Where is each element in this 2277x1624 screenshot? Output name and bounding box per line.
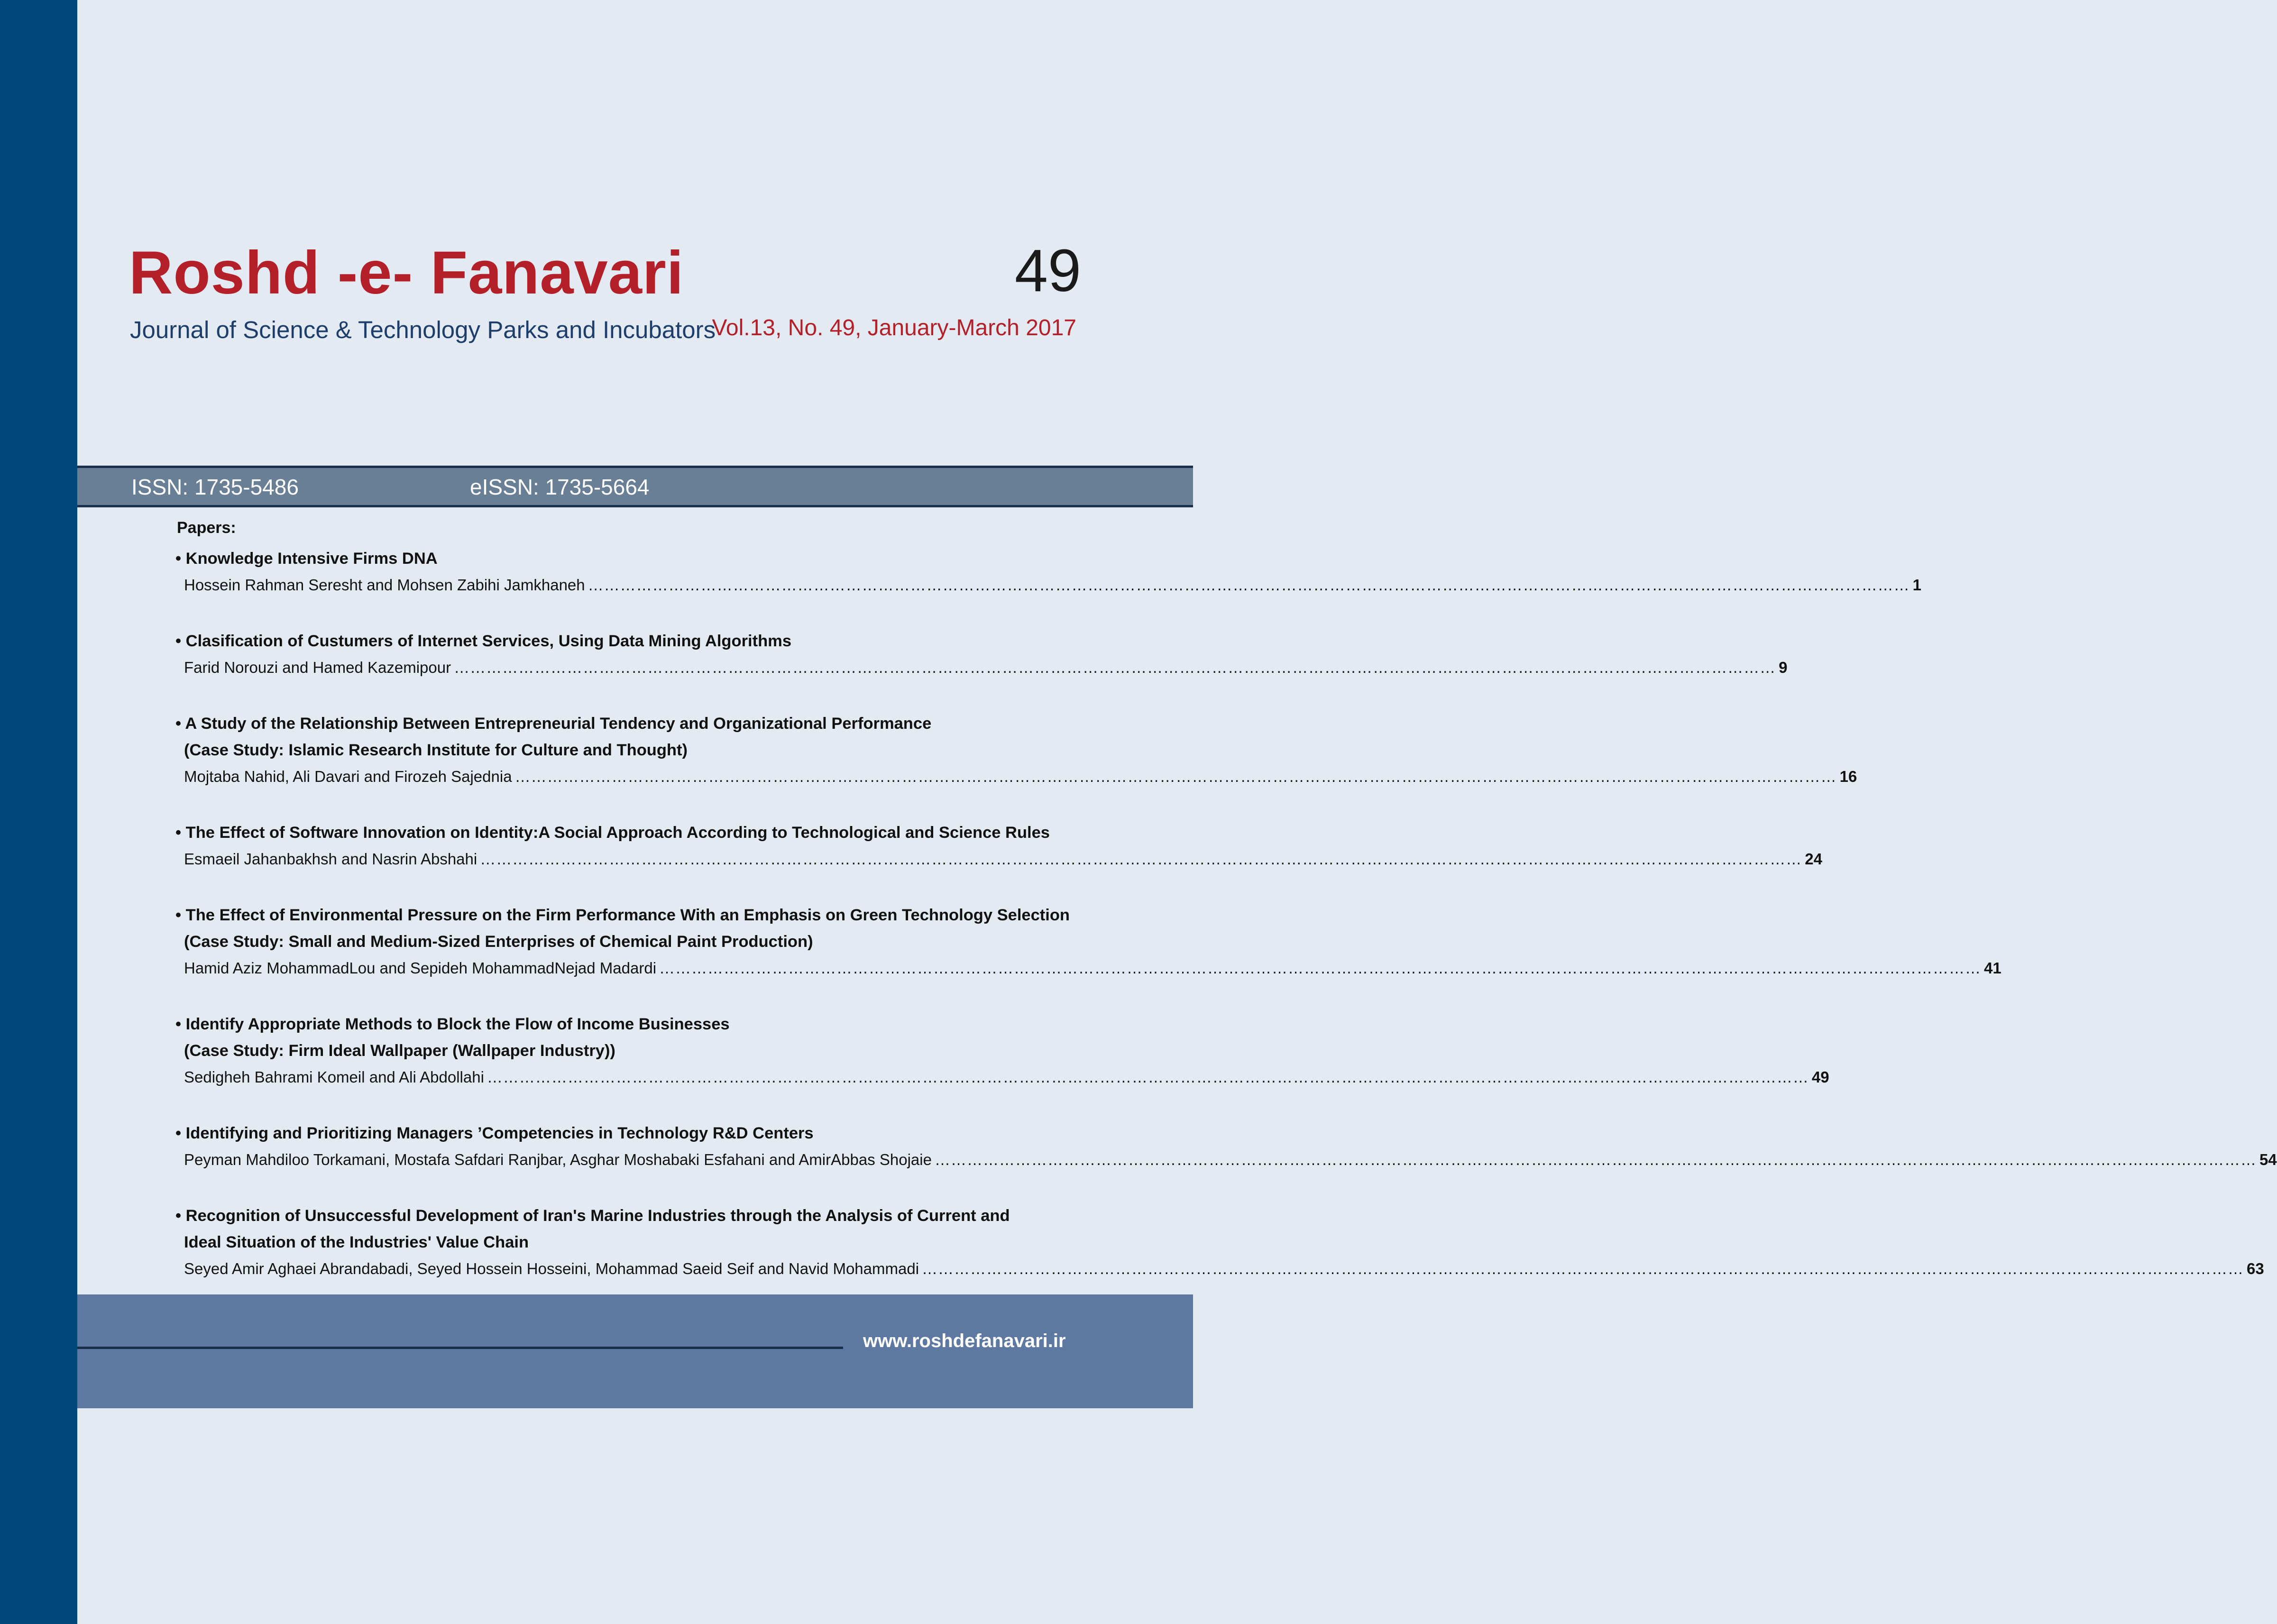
paper-title: • Clasification of Custumers of Internet Services, Using Data Mining Algorithms [175,632,792,650]
author-row [175,1064,1829,1091]
paper-authors: Sedigheh Bahrami Komeil and Ali Abdollahi [184,1068,484,1086]
paper-title: • A Study of the Relationship Between Entrepreneurial Tendency and Organizational Performance [175,715,932,733]
dot-leader: ………………………………………………………………………………………………………………………………………………………………………………………………………………………… [454,659,1776,676]
paper-authors: Esmaeil Jahanbakhsh and Nasrin Abshahi [184,850,477,868]
page-number: 1 [1912,576,1922,594]
author-row [175,572,1922,598]
page-number: 16 [1839,768,1857,785]
toc-entry [175,710,1857,790]
journal-masthead: Roshd -e- Fanavari [129,239,684,307]
paper-title: • The Effect of Software Innovation on Identity:A Social Approach According to Technological and Science Rules [175,824,1050,842]
left-color-stripe [0,0,77,1624]
paper-title: • Knowledge Intensive Firms DNA [175,550,438,568]
author-row [175,955,2002,982]
author-row [175,763,1857,790]
footer-rule [77,1347,843,1349]
paper-title: • Identify Appropriate Methods to Block the Flow of Income Businesses [175,1015,730,1033]
page-number: 54 [2259,1151,2277,1168]
paper-title: (Case Study: Firm Ideal Wallpaper (Wallpaper Industry)) [184,1042,615,1060]
paper-title: (Case Study: Islamic Research Institute for Culture and Thought) [184,741,688,759]
eissn-label: eISSN: 1735-5664 [470,475,650,499]
paper-title: • The Effect of Environmental Pressure on the Firm Performance With an Emphasis on Green Technology Selection [175,906,1070,924]
paper-authors: Hamid Aziz MohammadLou and Sepideh MohammadNejad Madardi [184,959,657,977]
website-link[interactable]: www.roshdefanavari.ir [863,1330,1066,1351]
paper-title: • Recognition of Unsuccessful Development of Iran's Marine Industries through the Analysis of Current and [175,1207,1010,1225]
page-number: 9 [1779,659,1788,676]
toc-entry [175,902,2002,982]
paper-title: • Identifying and Prioritizing Managers ’Competencies in Technology R&D Centers [175,1124,814,1142]
paper-authors: Hossein Rahman Seresht and Mohsen Zabihi Jamkhaneh [184,576,585,594]
page-number: 41 [1984,959,2002,977]
author-row [175,1256,2264,1282]
volume-line: Vol.13, No. 49, January-March 2017 [712,315,1076,340]
paper-authors: Peyman Mahdiloo Torkamani, Mostafa Safdari Ranjbar, Asghar Moshabaki Esfahani and AmirAbbas Shojaie [184,1151,932,1168]
dot-leader: ………………………………………………………………………………………………………………………………………………………………………………………………………………………… [659,959,1982,977]
page-number: 63 [2247,1260,2264,1277]
footer-band [77,1294,1193,1408]
page-number: 24 [1805,850,1822,868]
dot-leader: ………………………………………………………………………………………………………………………………………………………………………………………………………………………… [588,576,1910,594]
toc-entry [175,545,1922,598]
paper-authors: Mojtaba Nahid, Ali Davari and Firozeh Sajednia [184,768,512,785]
dot-leader: ………………………………………………………………………………………………………………………………………………………………………………………………………………………… [922,1260,2244,1277]
toc-entry [175,628,1788,681]
table-of-contents [175,545,2277,1312]
paper-authors: Farid Norouzi and Hamed Kazemipour [184,659,451,676]
toc-entry [175,819,1822,872]
journal-subtitle: Journal of Science & Technology Parks and Incubators [130,316,716,343]
dot-leader: ………………………………………………………………………………………………………………………………………………………………………………………………………………………… [514,768,1837,785]
dot-leader: ………………………………………………………………………………………………………………………………………………………………………………………………………………………… [480,850,1802,868]
author-row [175,654,1788,681]
issn-band [77,466,1193,507]
toc-entry [175,1011,1829,1091]
issn-label: ISSN: 1735-5486 [131,475,299,499]
toc-entry [175,1120,2277,1173]
papers-heading: Papers: [177,519,236,537]
paper-title: Ideal Situation of the Industries' Value Chain [184,1233,529,1251]
issue-number: 49 [1014,237,1081,304]
paper-title: (Case Study: Small and Medium-Sized Enterprises of Chemical Paint Production) [184,933,813,951]
author-row [175,846,1822,872]
toc-entry [175,1202,2264,1282]
dot-leader: ………………………………………………………………………………………………………………………………………………………………………………………………………………………… [487,1068,1809,1086]
dot-leader: ………………………………………………………………………………………………………………………………………………………………………………………………………………………… [934,1151,2257,1168]
paper-authors: Seyed Amir Aghaei Abrandabadi, Seyed Hossein Hosseini, Mohammad Saeid Seif and Navid Mohammadi [184,1260,919,1277]
author-row [175,1147,2277,1173]
page-number: 49 [1811,1068,1829,1086]
